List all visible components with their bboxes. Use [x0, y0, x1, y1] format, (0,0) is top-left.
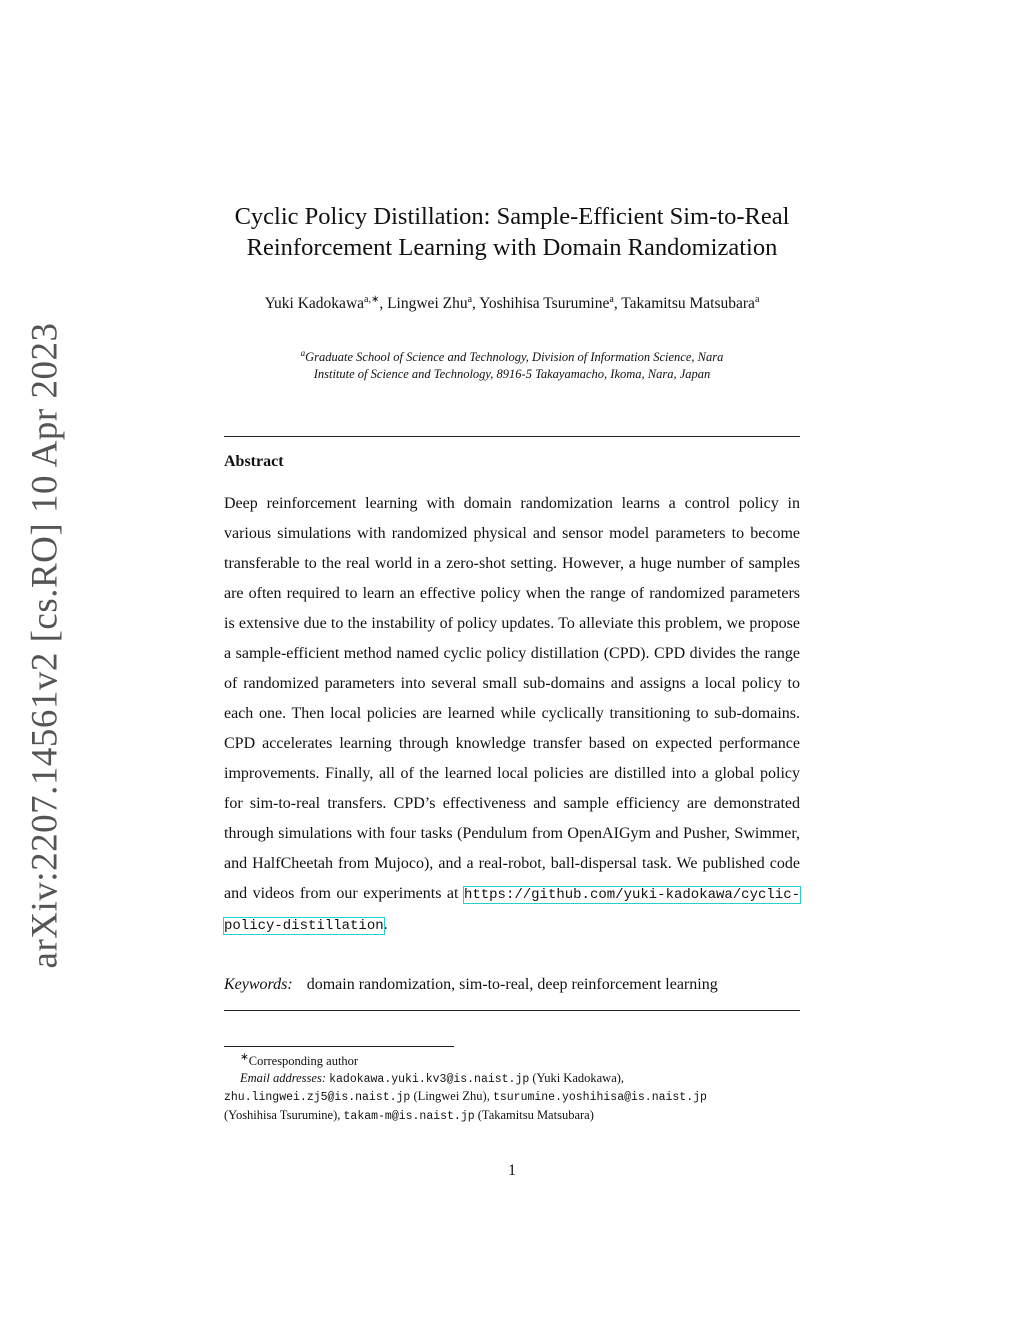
arxiv-identifier-stamp — [22, 322, 68, 968]
footnote-marker: ∗ — [240, 1052, 249, 1063]
author-affiliation-marker: a,∗ — [364, 294, 380, 305]
email-address[interactable]: zhu.lingwei.zj5@is.naist.jp — [224, 1091, 411, 1105]
email-address[interactable]: takam-m@is.naist.jp — [343, 1109, 475, 1123]
corresponding-author-text: Corresponding author — [248, 1054, 359, 1069]
author-separator: , — [472, 295, 480, 313]
author — [387, 295, 479, 312]
email-label: Email addresses: — [240, 1070, 326, 1085]
author-affiliation-marker: a — [754, 294, 760, 305]
author — [265, 295, 388, 312]
abstract-end: . — [383, 916, 388, 933]
affiliation-line-1: Graduate School of Science and Technology, Division of Information Science, Nara — [305, 350, 724, 365]
author — [621, 295, 759, 312]
author-affiliation-marker: a — [467, 294, 473, 305]
paper-title — [200, 201, 824, 263]
abstract-text: Deep reinforcement learning with domain randomization learns a control policy in various simulations with randomized physical and sensor model parameters to become transferable to the real world in a zero-shot setting. However, a huge number of samples are often required to learn an effective policy when the range of randomized parameters is extensive due to the instability of policy updates. To alleviate this problem, we propose a sample-efficient method named cyclic policy distillation (CPD). CPD divides the range of randomized parameters into several small sub-domains and assigns a local policy to each one. Then local policies are learned while cyclically transitioning to sub-domains. CPD accelerates learning through knowledge transfer based on expected performance improvements. Finally, all of the learned local policies are distilled into a global policy for sim-to-real transfers. CPD’s effectiveness and sample efficiency are demonstrated through simulations with four tasks (Pendulum from OpenAIGym and Pusher, Swimmer, and HalfCheetah from Mujoco), and a real-robot, ball-dispersal task. We published code and videos from our experiments at — [224, 495, 800, 902]
abstract-bottom-rule — [224, 1010, 800, 1011]
email-addresses — [224, 1070, 800, 1126]
email-owner: (Yuki Kadokawa), — [532, 1070, 625, 1085]
footnote-rule — [224, 1046, 454, 1047]
corresponding-author-note — [224, 1050, 800, 1070]
author — [479, 295, 621, 312]
title-line-1: Cyclic Policy Distillation: Sample-Efficient Sim-to-Real — [234, 203, 790, 230]
affiliation-marker: a — [300, 348, 306, 358]
author-separator: , — [613, 295, 622, 313]
email-owner: (Lingwei Zhu), — [413, 1089, 490, 1104]
code-repository-link[interactable]: https://github.com/yuki-kadokawa/cyclic-policy-distillation — [224, 887, 800, 934]
author-affiliation-marker: a — [609, 294, 614, 305]
keywords-text: domain randomization, sim-to-real, deep reinforcement learning — [306, 976, 718, 993]
email-owner: (Yoshihisa Tsurumine), — [224, 1107, 341, 1122]
affiliation — [224, 345, 800, 382]
abstract-top-rule — [224, 436, 800, 437]
author-name: Lingwei Zhu — [387, 295, 468, 313]
keywords — [224, 971, 800, 999]
affiliation-line-2: Institute of Science and Technology, 8916-5 Takayamacho, Ikoma, Nara, Japan — [313, 366, 711, 381]
abstract-body — [224, 489, 800, 941]
author-name: Yuki Kadokawa — [264, 295, 365, 313]
title-line-2: Reinforcement Learning with Domain Randomization — [246, 234, 778, 261]
author-separator: , — [379, 295, 388, 313]
author-name: Yoshihisa Tsurumine — [479, 295, 610, 313]
keywords-label: Keywords: — [224, 976, 293, 993]
author-list — [224, 289, 800, 315]
page-number: 1 — [508, 1162, 516, 1179]
email-address[interactable]: kadokawa.yuki.kv3@is.naist.jp — [329, 1072, 530, 1086]
arxiv-identifier-text: arXiv:2207.14561v2 [cs.RO] 10 Apr 2023 — [24, 322, 66, 968]
email-owner: (Takamitsu Matsubara) — [477, 1107, 594, 1122]
abstract-heading: Abstract — [224, 453, 284, 470]
author-name: Takamitsu Matsubara — [621, 295, 755, 313]
footnote-block — [224, 1050, 800, 1125]
email-address[interactable]: tsurumine.yoshihisa@is.naist.jp — [492, 1091, 707, 1105]
